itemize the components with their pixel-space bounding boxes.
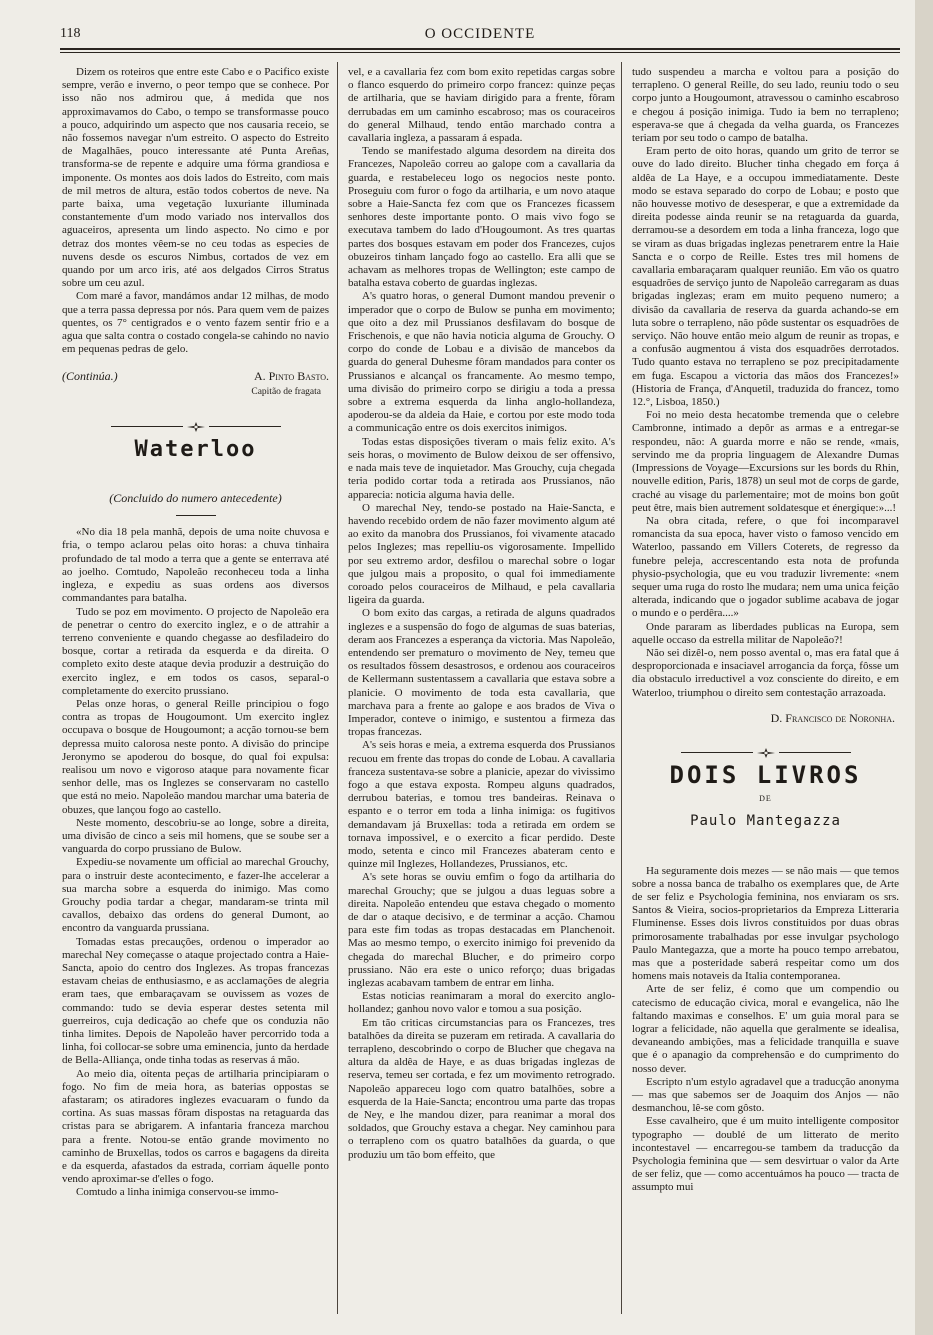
dois-livros-title: DOIS LIVROS <box>669 760 862 789</box>
paragraph: tudo suspendeu a marcha e voltou para a posição do terrapleno. O general Reille, do seu lado, reuniu todo o seu corpo junto a Hougoumont, atravessou o caminho escabroso e chegou á posição inimiga. Tudo ia bem no terrapleno; esperava-se que á chegada da velha guarda, os Francezes teriam por seu todo o campo de batalha. <box>632 66 899 145</box>
journal-title: O OCCIDENTE <box>424 26 536 42</box>
page-number: 118 <box>60 26 81 41</box>
paragraph: O marechal Ney, tendo-se postado na Haie-Sancta, e havendo recebido ordem de não fazer movimento algum até ao exito da manobra dos Prussianos, foi vivamente atacado pelos Inglezes; mas repelliu-os vigorosamente. Impellido por seu extremo ardor, desfilou o marechal sobre o logar que julgou mais a proposito, o qual foi immediamente coroado pelos couraceiros de Milhaud, e pela cavallaria ligeira da guarda. <box>348 501 615 607</box>
paragraph: Onde pararam as liberdades publicas na Europa, sem aquelle occaso da estrella militar de Napoleão?! <box>632 620 899 646</box>
author-name: A. Pinto Basto. <box>253 369 329 384</box>
page-header <box>60 26 900 48</box>
paragraph: Arte de ser feliz, é como que um compendio ou catecismo de educação civica, moral e evangelica, não lhe faltando maximas e conselhos. E' um guia moral para se lograr a felicidade, não aquella que geralmente se idealisa, devaneando ambições, mas a felicidade tranquilla e suave que é o apanagio da comprehensão e do cumprimento do nosso dever. <box>632 983 899 1075</box>
paragraph: Com maré a favor, mandámos andar 12 milhas, de modo que a terra passa depressa por nós. Para quem vem de paizes quentes, os 7° centigrados e o vento fazem sentir frio e a agua que salta contra o costado congela-se cahindo no navio em pequenas pedras de gelo. <box>62 290 329 356</box>
paragraph: Esse cavalheiro, que é um muito intelligente compositor typographo — doublé de um litterato de merito incontestavel — encarregou-se tambem da traducção da Psychologia feminina que — sem desvirtuar o valor da Arte de ser feliz, que — como accentuámos ha pouco — tracta de assumpto mui <box>632 1115 899 1194</box>
paragraph: Comtudo a linha inimiga conservou-se immo- <box>76 1186 279 1199</box>
paragraph: Na obra citada, refere, o que foi incomparavel romancista da sua epoca, haver visto o famoso vencido em Waterloo, passando em Villers Coterets, de regresso da funebre peleja, accrescentando esta nota de profunda physio-psychologia, que eu vou traduzir livremente: «nem sequer uma ruga do rosto lhe mudara; nem uma unica feição alterada, indicando que o jogador sublime acabava de jogar o mundo e o perdêra....» <box>632 514 899 620</box>
title-de: DE <box>759 794 772 804</box>
paragraph: Tudo se poz em movimento. O projecto de Napoleão era de penetrar o centro do exercito inglez, e o de attrahir a terreno conveniente e quando chegasse ao desfiladeiro do bosque, cortar a retirada da esquerda e da direita. O completo exito deste ataque devia produzir a destruição do exercito inglez, e em todos os casos, separal-o completamente do exercito prussiano. <box>62 605 329 697</box>
paragraph: Ha seguramente dois mezes — se não mais — que temos sobre a nossa banca de trabalho os exemplares que, de Arte de ser feliz e Psychologia feminina, nos enviaram os srs. Santos & Vieira, socios-proprietarios da Empreza Litteraria Fluminense. Esses dois livros constituidos por duas obras primorosamente trabalhadas por esse invulgar psychologo Paulo Mantegazza, que a morte ha pouco tempo arrebatou, mas que a posteridade saberá respeitar como um dos homens mais notaveis da Italia contemporanea. <box>632 864 899 983</box>
column-2 <box>348 66 615 1162</box>
author-rank: Capitão de fragata <box>251 386 321 397</box>
continua-note: (Continúa.) <box>62 369 118 384</box>
paragraph: Pelas onze horas, o general Reille principiou o fogo contra as tropas de Hougoumont. Um exercito inglez occupava o bosque de Hougoumont; a acção tornou-se bem depressa muito calorosa neste ponto. A divisão do principe Jeronymo se apoderou do bosque, do qual foi expulsa: realisou um novo e vigoroso ataque para novamente ficar senhor delle, mas os Inglezes se conservaram no castello que está no meio. Napoleão mandou marchar uma bateria de obuzes, que lançou fogo ao castello. <box>62 697 329 816</box>
paragraph: Tomadas estas precauções, ordenou o imperador ao marechal Ney começasse o ataque projectado contra a Haie-Sancta, apoio do centro dos Inglezes. As tropas francezas estavam cheias de enthusiasmo, e as acclamações de alegria eram taes, que embaraçavam se ouvissem as vozes de commando: tudo se devia esperar destes setenta mil guerreiros, cuja dedicação ao chefe que os conduzia não tinha limites. Depois de Napoleão haver percorrido toda a linha, foi collocar-se sobre uma eminencia, junto da herdade de Bella-Alliança, onde tinha todas as reservas á mão. <box>62 935 329 1067</box>
paragraph: Estas noticias reanimaram a moral do exercito anglo-hollandez; ganhou novo valor e tomou a sua posição. <box>348 990 615 1016</box>
author-name: D. Francisco de Noronha. <box>770 710 895 725</box>
page-spine-edge <box>915 0 933 1335</box>
column-3 <box>632 66 899 1195</box>
header-rule-thick <box>60 48 900 50</box>
article-signature <box>62 370 329 383</box>
header-rule-thin <box>60 52 900 53</box>
paragraph: Ao meio dia, oitenta peças de artilharia principiaram o fogo. No fim de meia hora, as baterias oppostas se afastaram; os atiradores inglezes evacuaram o fundo da cortina. As suas massas fôram dispostas na retaguarda das cristas para se abrigarem. A infantaria franceza marchou para a frente. Notou-se então grande movimento no caminho de Bruxellas, todos os carros e bagagens da direita e da esquerda, afastados da estrada, corriam áquelle ponto vendo aproximar-se d'elles o fogo. <box>62 1067 329 1186</box>
paragraph: Expediu-se novamente um official ao marechal Grouchy, para o instruir deste acontecimento, e fazer-lhe accelerar a sua marcha sobre a esquerda do inimigo. Mas como Grouchy podia tardar a chegar, mandaram-se trinta mil cavallos, debaixo das ordens do general Dumont, ao encontro da vanguarda prussiana. <box>62 856 329 935</box>
paragraph: Tendo se manifestado alguma desordem na direita dos Francezes, Napoleão correu ao galope com a cavallaria da guarda, e restabeleceu logo os negocios neste ponto. Proseguiu com furor o fogo da artilharia, e um novo ataque sobre a Haie-Sancta fez com que os Francezes ficassem senhores deste importante ponto. O mais vivo fogo se executava tambem do lado d'Hougoumont. As tres quartas partes dos bosques estavam em poder dos Francezes, cujos obuzeiros tinham lançado fogo ao castello. Era alli que se achavam as melhores tropas de Wellington; este campo de batalha estava coberto de guardas inglezas. <box>348 145 615 290</box>
section-ornament <box>62 421 329 433</box>
paragraph: Foi no meio desta hecatombe tremenda que o celebre Cambronne, intimado a depôr as armas e a entregar-se respondeu, não: A guarda morre e não se rende, «mais, servindo me da propria linguagem de Alexandre Dumas (Impressions de Voyage—Excursions sur les bords du Rhin, nouvelle edition, Paris, 1878) un seul mot de corps de garde, craché au visage du parlementaire; mot de moins bon goût peut être, mais bien autrement soldatesque et énergique:»...! <box>632 409 899 514</box>
paragraph: Em tão criticas circumstancias para os Francezes, tres batalhões da direita se puzeram em retirada. A cavallaria do terrapleno, descobrindo o corpo de Blucher que chegava na altura da aldêa de Haye, e as duas brigadas inglezas de reserva, temeu ser cortada, e fez um movimento retrogrado. Napoleão appareceu logo com quatro batalhões, sobre a esquerda de la Haie-Sancta; encontrou uma parte das tropas de Ney, e lhe mandou dizer, para reanimar a moral dos soldados, que Grouchy estava a chegar. Ney caminhou para o terrapleno com os quatro batalhões da guarda, o que produziu um tão bom effeito, que <box>348 1016 615 1161</box>
paragraph: O bom exito das cargas, a retirada de alguns quadrados inglezes e a suspensão do fogo de algumas de suas baterias, deram aos Francezes a esperança da victoria. Mas Napoleão, entendendo ser prematuro o movimento de Ney, temeu que os resultados fôssem desastrosos, e ordenou aos couraceiros de Kellermann sustentassem a cavallaria que estava sobre a planicie. O movimento de toda esta cavallaria, que marchava para a frente ao galope e aos brados de Viva o Imperador, conteve o inimigo, e sustentou a firmeza das tropas francezas. <box>348 607 615 739</box>
paragraph: «No dia 18 pela manhã, depois de uma noite chuvosa e fria, o tempo aclarou pelas oito horas: a chuva tinhaira profundado de tal modo a terra que a gente se enterrava até ao joelho. Comtudo, Napoleão reconheceu toda a linha ingleza, e expediu as suas ordens aos diversos commandantes para batalha. <box>62 526 329 605</box>
paragraph: vel, e a cavallaria fez com bom exito repetidas cargas sobre o flanco esquerdo do primeiro corpo francez: quinze peças de artilharia, que se haviam dirigido para a frente, fôram derrubadas em um caminho escabroso; mas os couraceiros do general Milhaud, tendo então marchado contra a cavallaria ingleza, a passaram á espada. <box>348 66 615 145</box>
column-1 <box>62 66 329 1200</box>
subtitle-rule <box>176 515 216 516</box>
waterloo-title: Waterloo <box>134 436 257 462</box>
paragraph: Todas estas disposições tiveram o mais feliz exito. A's seis horas, o movimento de Bulow deixou de ser offensivo, e nada mais teve de inquietador. Mas Grouchy, cuja chegada teria podido cortar toda a retirada aos Prussianos, não apparecia: noticia alguma havia delle. <box>348 435 615 501</box>
paragraph: Neste momento, descobriu-se ao longe, sobre a direita, uma divisão de cinco a seis mil homens, que se soube ser a vanguarda do corpo prussiano de Bulow. <box>62 816 329 856</box>
column-divider-right <box>621 62 622 1314</box>
fleuron-icon <box>185 421 207 433</box>
paragraph: A's sete horas se ouviu emfim o fogo da artilharia do marechal Grouchy; que se julgou a duas leguas sobre a direita. Napoleão entendeu que estava chegado o momento de dar o ataque decisivo, e de terminar a acção. Chamou para este fim todas as tropas destacadas em Planchenoit. Mas ao mesmo tempo, o exercito inimigo foi prevenido da chegada do marechal Blucher, e do primeiro corpo prussiano. Não era este o unico reforço; duas brigadas inglezas acabavam tambem de entrar em linha. <box>348 871 615 990</box>
waterloo-subtitle: (Concluido do numero antecedente) <box>109 491 282 506</box>
paragraph: A's seis horas e meia, a extrema esquerda dos Prussianos recuou em frente das tropas do conde de Lobau. A cavallaria franceza sustentava-se sobre a planicie, apezar do vivissimo fogo a que estava exposta. Rompeu alguns quadrados, derrubou baterias, e tomou tres bandeiras. Reinava o espanto e o terror em toda a linha inimiga: os fugitivos demandavam já Bruxellas: toda a retirada em ordem se tornava impossivel, e o exercito a ficar perdido. Deste modo, setenta e cinco mil Francezes abateram cento e quinze mil Inglezes, Hollandezes, Prussianos, etc. <box>348 739 615 871</box>
section-ornament <box>632 747 899 759</box>
book-author: Paulo Mantegazza <box>690 813 841 830</box>
column-divider-left <box>337 62 338 1314</box>
paragraph: A's quatro horas, o general Dumont mandou prevenir o imperador que o corpo de Bulow se punha em movimento; que oito a dez mil Prussianos desfilavam do bosque de Frischenois, e que não havia noticia alguma de Grouchy. O corpo do conde de Lobau e a divisão de mancebos da guarda do general Duhesme fôram mandados para conter os Prussianos e alcançal os francamente. Ao mesmo tempo, uma divisão do primeiro corpo se dirigiu a toda a pressa sobre a extrema esquerda da linha anglo-hollandeza, apoderou-se da aldeia da Haie, e cortou por este modo toda a communicação entre os dois exercitos inimigos. <box>348 290 615 435</box>
paragraph: Escripto n'um estylo agradavel que a traducção anonyma — mas que sabemos ser de Joaquim dos Anjos — não desmanchou, lê-se com gôsto. <box>632 1075 899 1115</box>
fleuron-icon <box>755 747 777 759</box>
paragraph: Eram perto de oito horas, quando um grito de terror se ouve do lado direito. Blucher tinha chegado em força á aldêa de La Haye, e a occupou immediatamente. Deste modo se estava separado do corpo de Lobau; e posto que não houvesse motivo de desesperar, e que a extremidade da direita podesse ainda reunir se na retaguarda da guarda, derramou-se a desordem em toda a linha franceza, logo que se viram as duas brigadas inglezas penetrarem entre la Haie Sancta e o corpo de Reille. Estes tres mil homens de cavallaria embaraçaram qualquer reunião. Em vão os quatro esquadrões de serviço junto de Napoleão carregaram as duas brigadas inglezas; eram em muito pequeno numero; a divisão da cavallaria de reserva da guarda achando-se em luta sobre o terrapleno, não pôde sustentar os esquadrões de serviço. Não houve então meio algum de reunir as tropas, e a confusão augmentou á vista dos esquadrões derrotados. Tudo quanto estava no terrapleno se poz precipitadamente em fuga. Escapou a victoria das mãos dos Francezes!» (Historia de França, d'Anquetil, traduzida do francez, tomo 12.°, Lisboa, 1850.) <box>632 145 899 409</box>
paragraph: Dizem os roteiros que entre este Cabo e o Pacifico existe sempre, verão e inverno, o peor tempo que se conhece. Por isso não nos admirou que, á medida que nos approximavamos do Cabo, o tempo se transformasse pouco a pouco, adquirindo um aspecto que nos causaria receio, se não fossemos navegar n'um estreito. O aspecto do Estreito de Magalhães, pouco interessante até Punta Areñas, transforma-se de repente e adquire uma fórma grandiosa e imponente. Os montes aos dois lados do Estreito, com mais de mil metros de altura, estão todos cobertos de neve. Na parte baixa, uma vegetação luxuriante illuminada constantemente d'um modo variado nos intervallos dos aguaceiros, apresenta um lindo aspecto. No cimo e por detraz dos montes vêem-se no ceu todas as especies de nuvens desde os escuros Nimbus, cortados de vez em quando por um arco iris, até aos delgados Cirros Stratus sobre um ceu azul. <box>62 66 329 290</box>
paragraph: Não sei dizêl-o, nem posso avental o, mas era fatal que á desproporcionada e insaciavel arrogancia da força, fôsse um dia obstaculo irreductivel a voz consciente do direito, e em Waterloo, triumphou o direito sem contestação arrazoada. <box>632 646 899 699</box>
